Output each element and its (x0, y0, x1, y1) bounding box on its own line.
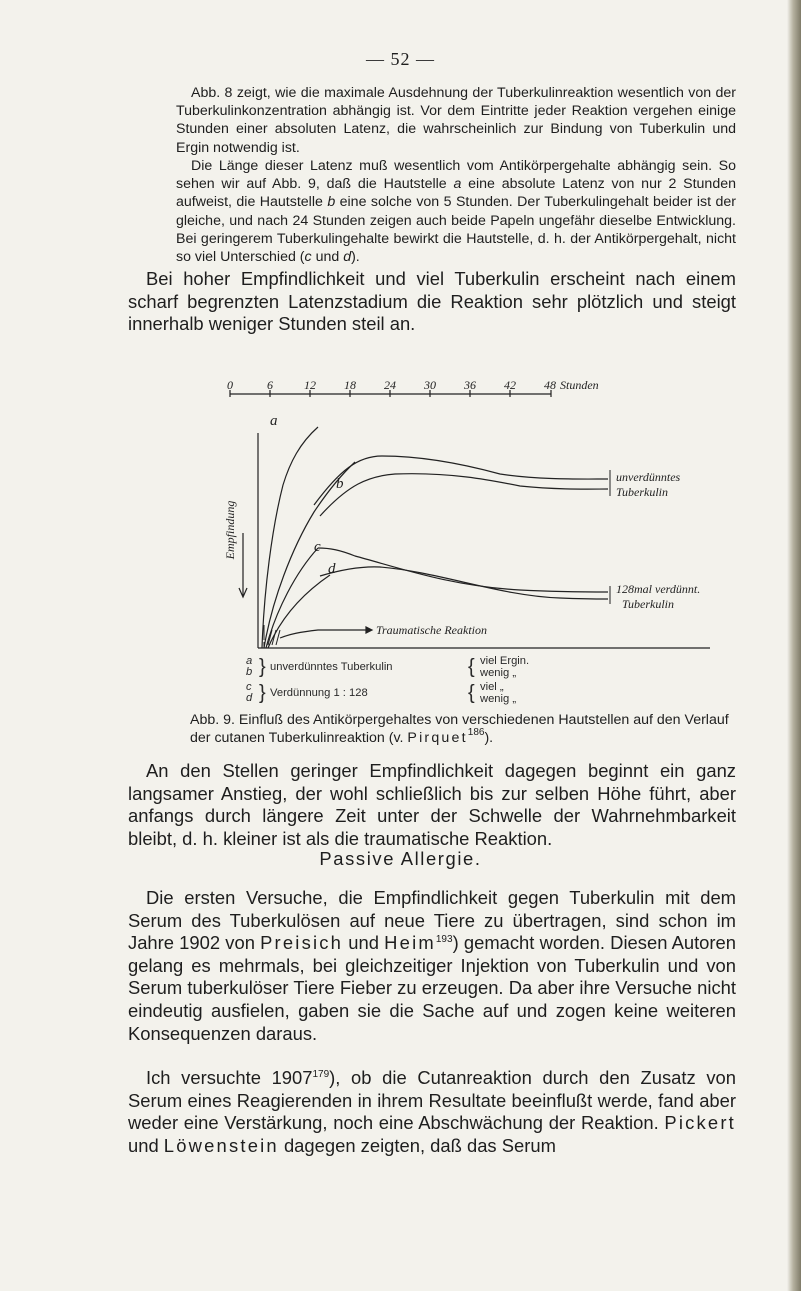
y-axis-label: Empfindung (223, 500, 237, 560)
paragraph-intro: Abb. 8 zeigt, wie die maximale Ausdehnung der Tuberkulinreaktion wesentlich von der Tuberkulinkonzentration abhängig ist. Vor dem Eintritte jeder Reaktion vergehen einige Stunden einer absoluten Latenz, die wahrscheinlich zur Bindung von Tuberkulin und Ergin notwendig ist. (176, 85, 736, 156)
curve-c (266, 548, 318, 648)
curve-label-d: d (328, 561, 336, 577)
axis-tick-label: 18 (344, 378, 356, 392)
curve-a (262, 427, 318, 648)
axis-tick-label: 48 (544, 378, 556, 392)
legend-cd-right-2: wenig „ (480, 693, 517, 705)
figure-caption: Abb. 9. Einfluß des Antikörpergehaltes von verschiedenen Hautstellen auf den Verlauf der cutanen Tuberkulinreaktion (v. Pirquet$^{186}$). (190, 712, 729, 747)
traumatic-curve (280, 630, 368, 638)
curve-d (268, 575, 330, 648)
paragraph-high-sensitivity: Bei hoher Empfindlichkeit und viel Tuberkulin erscheint nach einem scharf begrenzten Latenzstadium die Reaktion sehr plötzlich und steigt innerhalb weniger Stunden steil an. (128, 268, 736, 335)
plateau-a (314, 456, 608, 505)
axis-tick-label: 12 (304, 378, 316, 392)
legend-brace: } (259, 656, 266, 678)
legend-brace: { (468, 682, 475, 704)
legend-brace: { (468, 656, 475, 678)
page-number: — 52 — (366, 49, 435, 69)
label-verduennt-line1: 128mal verdünnt. (616, 582, 701, 596)
legend-ab-text: unverdünntes Tuberkulin (270, 661, 393, 673)
legend-cd-right-1: viel „ (480, 681, 504, 693)
label-verduennt-line2: Tuberkulin (622, 597, 675, 611)
curve-label-c: c (314, 539, 321, 555)
legend-ab-right-2: wenig „ (480, 667, 517, 679)
label-unverduennt-line1: unverdünntes (616, 470, 681, 484)
curve-label-b: b (336, 476, 344, 492)
paragraph-low-sensitivity: An den Stellen geringer Empfindlichkeit dagegen beginnt ein ganz langsamer Anstieg, der wohl schließlich bis zur selben Höhe führt, aber anfangs durch längere Zeit unter der Schwelle der Wahrnehmbarkeit bleibt, d. h. kleiner ist als die traumatische Reaktion. (128, 760, 736, 849)
plateau-b (320, 474, 608, 516)
legend-brace: } (259, 682, 266, 704)
axis-tick-label: 24 (384, 378, 396, 392)
label-unverduennt-line2: Tuberkulin (616, 485, 669, 499)
axis-tick-label: 42 (504, 378, 516, 392)
traumatic-arrowhead (366, 627, 372, 633)
axis-tick-label: 6 (267, 378, 273, 392)
legend-cd-text: Verdünnung 1 : 128 (270, 687, 368, 699)
label-traumatic-reaction: Traumatische Reaktion (376, 623, 487, 637)
legend-ab-letters: a b (246, 655, 253, 678)
axis-tick-label: 30 (424, 378, 436, 392)
axis-unit-label: Stunden (560, 378, 599, 392)
legend-cd-letters: c d (246, 681, 253, 704)
paragraph-passive-allergy-2: Ich versuchte 1907$^{179}$), ob die Cutanreaktion durch den Zusatz von Serum eines Reagierenden in ihrem Resultate beeinflußt werde, fand aber weder eine Verstärkung, noch eine Abschwächung der Reaktion. Pickert und Löwenstein dagegen zeigten, daß das Serum (128, 1067, 736, 1156)
paragraph-latency: Die Länge dieser Latenz muß wesentlich vom Antikörpergehalte abhängig sein. So sehen wir auf Abb. 9, daß die Hautstelle a eine absolute Latenz von nur 2 Stunden aufweist, die Hautstelle b eine solche von 5 Stunden. Der Tuberkulingehalt beider ist der gleiche, und nach 24 Stunden zeigen auch beide Papeln ungefähr dieselbe Entwicklung. Bei geringerem Tuberkulingehalte bewirkt die Hautstelle, d. h. der Antikörpergehalt, nicht so viel Unterschied (c und d). (176, 158, 737, 266)
section-heading-passive-allergy: Passive Allergie. (319, 848, 482, 869)
legend-ab-right-1: viel Ergin. (480, 655, 530, 667)
curve-label-a: a (270, 413, 278, 429)
paragraph-passive-allergy-1: Die ersten Versuche, die Empfindlichkeit gegen Tuberkulin mit dem Serum des Tuberkulösen auf neue Tiere zu übertragen, sind schon im Jahre 1902 von Preisich und Heim$^{193}$) gemacht worden. Diesen Autoren gelang es mehrmals, bei gleichzeitiger Injektion von Tuberkulin und von Serum tuberkulöser Tiere Fieber zu erzeugen. Da aber ihre Versuche nicht eindeutig ausfielen, gaben sie die Sache auf und zogen keine weiteren Konsequenzen daraus. (128, 887, 736, 1044)
axis-tick-label: 0 (227, 378, 233, 392)
plateau-c (318, 548, 608, 592)
axis-tick-label: 36 (464, 378, 476, 392)
dash-mark (276, 630, 280, 645)
